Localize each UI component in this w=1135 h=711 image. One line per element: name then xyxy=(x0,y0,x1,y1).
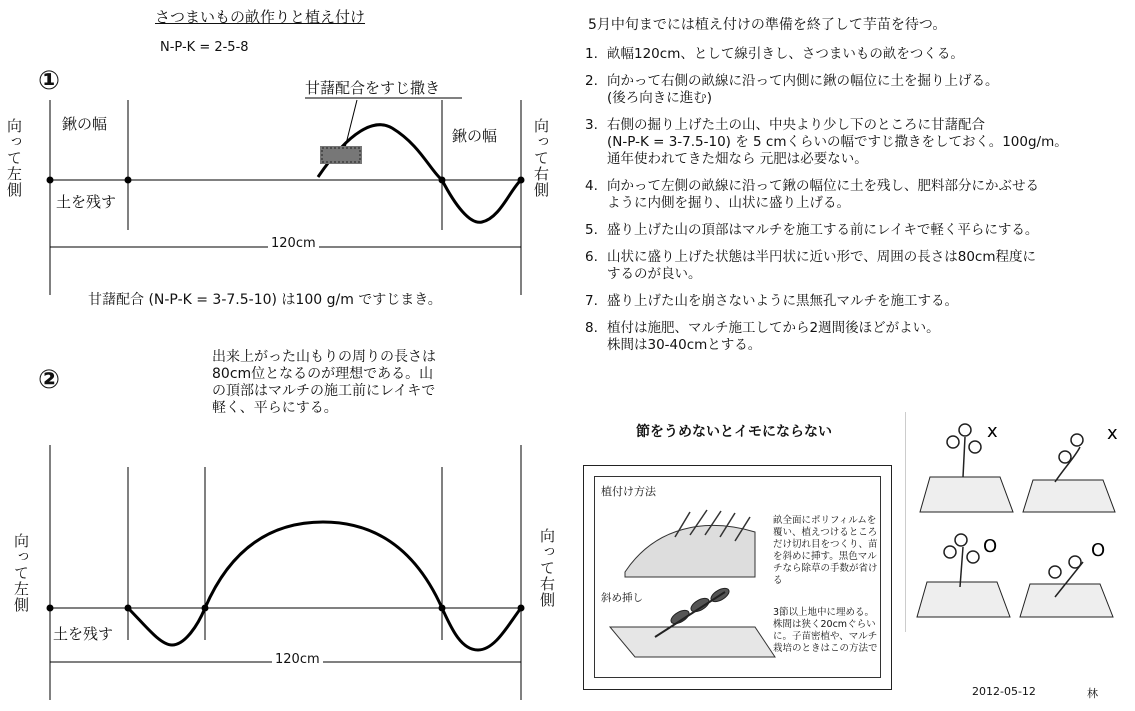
instruction-step: 6. 山状に盛り上げた状態は半円状に近い形で、周囲の長さは80cm程度に するのが良い。 xyxy=(585,249,1036,282)
page-title: さつまいもの畝作りと植え付け xyxy=(155,8,366,26)
slanted-planting-label: 斜め挿し xyxy=(601,592,643,604)
mark-x-2: x xyxy=(1107,423,1118,444)
mark-x-1: x xyxy=(987,421,998,442)
diagram1-caption: 甘藷配合 (N-P-K = 3-7.5-10) は100 g/m ですじまき。 xyxy=(88,292,442,308)
box-title: 植付け方法 xyxy=(601,485,656,498)
diagram1-left-hoe-label: 鍬の幅 xyxy=(62,115,108,133)
mark-o-1: O xyxy=(983,536,998,557)
instruction-step: 5. 盛り上げた山の頂部はマルチを施工する前にレイキで軽く平らにする。 xyxy=(585,222,1039,238)
diagram2-mound-curve xyxy=(128,522,521,650)
illustration-subtitle: 節をうめないとイモにならない xyxy=(636,424,832,440)
footer-author: 林 xyxy=(1087,687,1098,700)
diagram1-left-side: 向って左側 xyxy=(5,118,23,198)
instruction-step: 1. 畝幅120cm、として線引きし、さつまいもの畝をつくる。 xyxy=(585,46,964,62)
instruction-step: 2. 向かって右側の畝線に沿って内側に鍬の幅位に土を掘り上げる。 (後ろ向きに進む) xyxy=(585,73,999,106)
diagram1-right-hoe-label: 鍬の幅 xyxy=(452,127,498,145)
diagram2-note: 出来上がった山もりの周りの長さは80cm位となるのが理想である。山の頂部はマルチの施工前にレイキで軽く、平らにする。 xyxy=(212,349,436,416)
planting-text-1: 畝全面にポリフィルムを覆い、植えつけるところだけ切れ目をつくり、苗を斜めに挿す。黒色マルチなら除草の手数が省ける xyxy=(773,515,878,586)
diagram1-leave-soil: 土を残す xyxy=(56,193,117,211)
diagram2-width: 120cm xyxy=(272,652,323,667)
footer-date: 2012-05-12 xyxy=(972,685,1036,698)
diagram2-leave-soil: 土を残す xyxy=(53,625,114,643)
planting-method-box xyxy=(583,465,892,690)
sprinkle-label: 甘藷配合をすじ撒き xyxy=(305,79,441,97)
instruction-step: 8. 植付は施肥、マルチ施工してから2週間後ほどがよい。 株間は30-40cmとする。 xyxy=(585,320,940,353)
diagram1-width: 120cm xyxy=(268,236,319,251)
diagram2-left-side: 向って左側 xyxy=(12,533,30,613)
fertilizer-patch xyxy=(320,146,362,164)
planting-text-2: 3節以上地中に埋める。株間は狭く20cmぐらいに。子苗密植や、マルチ栽培のときはこの方法で xyxy=(773,607,878,654)
instruction-list xyxy=(585,14,1130,364)
instruction-step: 3. 右側の掘り上げた土の山、中央より少し下のところに甘藷配合 (N-P-K = 3-7.5-10) を 5 cmくらいの幅ですじ撒きをしておく。100g/m。 通年使われてきた畑なら 元肥は必要ない。 xyxy=(585,117,1068,167)
diagram1-number: ① xyxy=(38,66,61,96)
diagram1-right-side: 向って右側 xyxy=(532,118,550,198)
node-burial-illustration xyxy=(905,412,1130,632)
instruction-step: 7. 盛り上げた山を崩さないように黒無孔マルチを施工する。 xyxy=(585,293,958,309)
diagram2-right-side: 向って右側 xyxy=(538,528,556,608)
diagram2-number: ② xyxy=(38,365,61,395)
instruction-intro: 5月中旬までには植え付けの準備を終了して芋苗を待つ。 xyxy=(588,17,947,33)
fertilizer-ratio: N-P-K = 2-5-8 xyxy=(160,40,249,55)
instruction-step: 4. 向かって左側の畝線に沿って鍬の幅位に土を残し、肥料部分にかぶせる ように内側を掘り、山状に盛り上げる。 xyxy=(585,178,1039,211)
mark-o-2: O xyxy=(1091,540,1106,561)
